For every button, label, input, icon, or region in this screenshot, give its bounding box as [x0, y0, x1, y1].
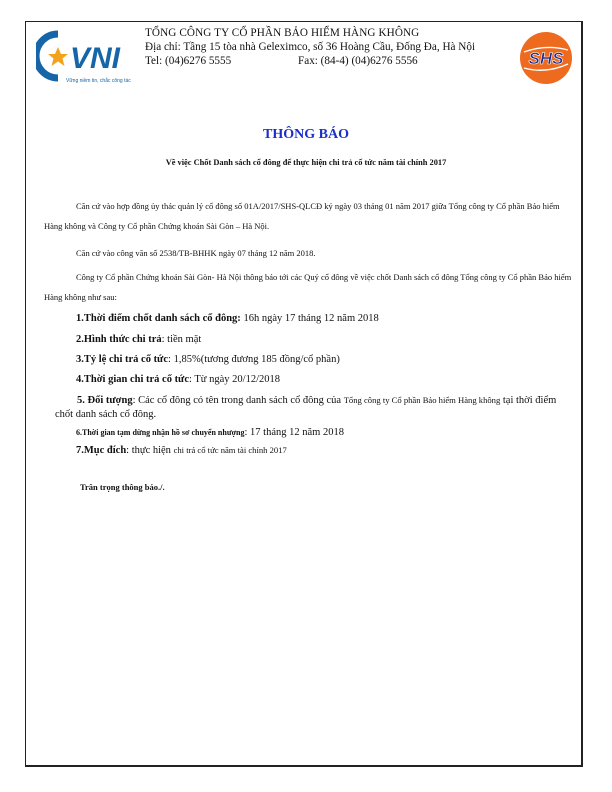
item-value: : 1,85%(tương đương 185 đồng/cổ phần) — [168, 354, 340, 365]
vni-logo — [36, 28, 132, 86]
item-value: : 17 tháng 12 năm 2018 — [244, 427, 344, 438]
paragraph-contract: Căn cứ vào hợp đồng ủy thác quản lý cổ đông số 01A/2017/SHS-QLCĐ ký ngày 03 tháng 01 năm 2017 giữa Tổng công ty Cổ phần Bảo hiểm Hàng không và Công ty Cổ phần Chứng khoán Sài Gòn – Hà Nội. — [44, 201, 560, 231]
item-label: 2.Hình thức chi trả — [76, 334, 162, 345]
item-beneficiaries — [55, 393, 575, 422]
company-tel: Tel: (04)6276 5555 — [145, 55, 232, 67]
svg-text:VNI: VNI — [70, 42, 121, 75]
vni-tagline: Vững niềm tin, chắc công tác — [66, 78, 131, 84]
item-transfer-suspension — [76, 426, 344, 440]
item-value: : Các cổ đông có tên trong danh sách cổ đông của — [132, 395, 344, 406]
item-label: 6.Thời gian tạm dừng nhận hồ sơ chuyển nhượng — [76, 428, 245, 437]
document-title: THÔNG BÁO — [263, 127, 349, 142]
item-label: 3.Tỷ lệ chi trả cổ tức — [76, 354, 169, 365]
item-value: : Từ ngày 20/12/2018 — [189, 374, 280, 385]
company-address: Địa chỉ: Tầng 15 tòa nhà Geleximco, số 36 Hoàng Cầu, Đống Đa, Hà Nội — [145, 41, 476, 53]
item-record-date — [76, 312, 379, 326]
item-value: 16h ngày 17 tháng 12 năm 2018 — [240, 313, 379, 324]
item-label: 1.Thời điểm chốt danh sách cổ đông: — [76, 313, 241, 324]
item-label: 5. Đối tượng — [77, 395, 133, 406]
item-value: : tiền mặt — [161, 334, 202, 345]
item-value-small: chi trả cổ tức năm tài chính 2017 — [173, 445, 287, 455]
paragraph-announcement: Công ty Cổ phần Chứng khoán Sài Gòn- Hà Nội thông báo tới các Quý cổ đông về việc chốt Danh sách cổ đông Tổng công ty Cổ phần Bảo hiểm Hàng không như sau: — [44, 272, 572, 302]
item-purpose — [76, 443, 287, 458]
item-dividend-rate — [76, 353, 340, 367]
closing-line: Trân trọng thông báo./. — [80, 482, 165, 492]
item-label: 4.Thời gian chi trả cổ tức — [76, 374, 190, 385]
document-subtitle: Về việc Chốt Danh sách cổ đông để thực hiện chi trả cổ tức năm tài chính 2017 — [165, 158, 447, 167]
company-name: TỔNG CÔNG TY CỔ PHẦN BẢO HIỂM HÀNG KHÔNG — [145, 27, 420, 39]
shs-logo — [518, 30, 574, 86]
company-fax: Fax: (84-4) (04)6276 5556 — [298, 55, 418, 67]
item-payment-method — [76, 333, 201, 347]
item-label: 7.Mục đích — [76, 445, 127, 456]
letterhead — [145, 26, 475, 68]
svg-text:SHS: SHS — [528, 49, 564, 68]
paragraph-dispatch: Căn cứ vào công văn số 2538/TB-BHHK ngày 07 tháng 12 năm 2018. — [76, 248, 316, 258]
item-value-small: Tổng công ty Cổ phần Bảo hiểm Hàng không — [343, 395, 501, 405]
item-payment-date — [76, 373, 280, 387]
item-value: : thực hiện — [126, 445, 174, 456]
item-value-end: tại thời điểm chốt danh sách cổ đông. — [55, 395, 557, 420]
